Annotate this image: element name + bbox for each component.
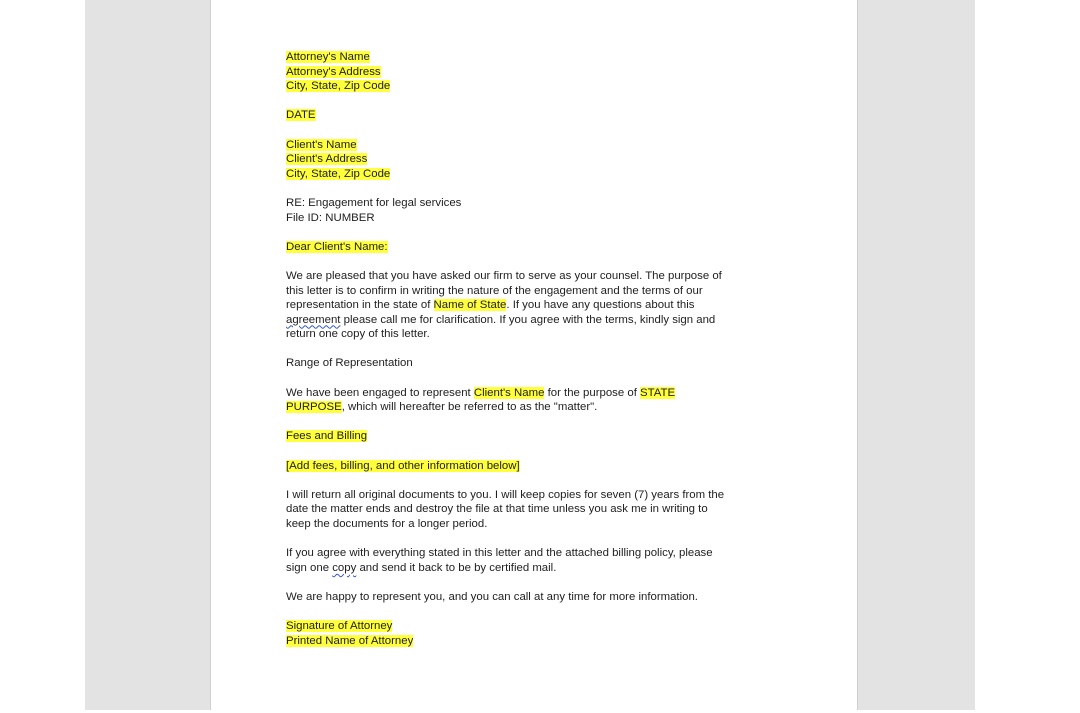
fees-placeholder-block <box>286 459 786 474</box>
paragraph-text: representation in the state of <box>286 299 434 312</box>
paragraph-line <box>286 386 786 401</box>
paragraph-line: this letter is to confirm in writing the nature of the engagement and the terms of our <box>286 284 703 297</box>
flagged-word-copy[interactable]: copy <box>332 561 357 574</box>
client-name: Client's Name <box>286 138 357 151</box>
flagged-word-agreement[interactable]: agreement <box>286 313 341 326</box>
client-city-state-zip: City, State, Zip Code <box>286 167 391 180</box>
range-heading: Range of Representation <box>286 357 413 370</box>
paragraph-line: We are pleased that you have asked our firm to serve as your counsel. The purpose of <box>286 269 722 282</box>
paragraph-purpose <box>286 269 786 342</box>
paragraph-line: If you agree with everything stated in this letter and the attached billing policy, please <box>286 547 713 560</box>
client-address: Client's Address <box>286 153 368 166</box>
state-name-placeholder: Name of State <box>433 299 507 312</box>
date-block <box>286 108 786 123</box>
paragraph-line: date the matter ends and destroy the file at that time unless you ask me in writing to <box>286 503 708 516</box>
client-block <box>286 138 786 182</box>
attorney-name: Attorney's Name <box>286 51 370 63</box>
date-field: DATE <box>286 109 316 122</box>
fees-heading: Fees and Billing <box>286 430 368 443</box>
paragraph-line: We are happy to represent you, and you can call at any time for more information. <box>286 590 698 603</box>
paragraph-documents <box>286 488 786 532</box>
paragraph-text: , which will hereafter be referred to as the "matter". <box>341 401 598 414</box>
paragraph-line: return one copy of this letter. <box>286 328 430 341</box>
document-page[interactable] <box>210 0 858 710</box>
client-name-placeholder: Client's Name <box>473 386 545 399</box>
signature-block <box>286 619 786 648</box>
paragraph-line: keep the documents for a longer period. <box>286 518 488 530</box>
re-line: RE: Engagement for legal services <box>286 196 462 209</box>
attorney-address: Attorney's Address <box>286 65 381 78</box>
paragraph-line <box>286 313 786 328</box>
reference-block <box>286 196 786 225</box>
attorney-signature: Signature of Attorney <box>286 620 393 633</box>
paragraph-engagement <box>286 386 786 415</box>
paragraph-agreement <box>286 546 786 575</box>
paragraph-closing <box>286 590 786 605</box>
state-purpose-placeholder: STATE <box>640 386 676 399</box>
attorney-block <box>286 50 786 94</box>
paragraph-line <box>286 561 786 576</box>
range-heading-block <box>286 356 786 371</box>
salutation-block <box>286 240 786 255</box>
salutation: Dear Client's Name: <box>286 240 388 253</box>
paragraph-line: I will return all original documents to you. I will keep copies for seven (7) years from the <box>286 488 725 501</box>
fees-heading-block <box>286 429 786 444</box>
paragraph-text: We have been engaged to represent <box>286 386 474 399</box>
paragraph-line <box>286 298 786 313</box>
attorney-printed-name: Printed Name of Attorney <box>286 634 414 647</box>
paragraph-text: for the purpose of <box>544 386 641 399</box>
fees-placeholder: [Add fees, billing, and other information below] <box>286 459 520 472</box>
file-id: File ID: NUMBER <box>286 211 375 224</box>
paragraph-text: sign one <box>286 561 333 574</box>
state-purpose-placeholder-cont: PURPOSE <box>286 401 342 414</box>
attorney-city-state-zip: City, State, Zip Code <box>286 80 391 93</box>
paragraph-text: please call me for clarification. If you agree with the terms, kindly sign and <box>340 313 716 326</box>
letter-body <box>286 50 786 663</box>
paragraph-text: and send it back to be by certified mail. <box>356 561 557 574</box>
paragraph-line <box>286 400 786 415</box>
paragraph-text: . If you have any questions about this <box>506 299 695 312</box>
